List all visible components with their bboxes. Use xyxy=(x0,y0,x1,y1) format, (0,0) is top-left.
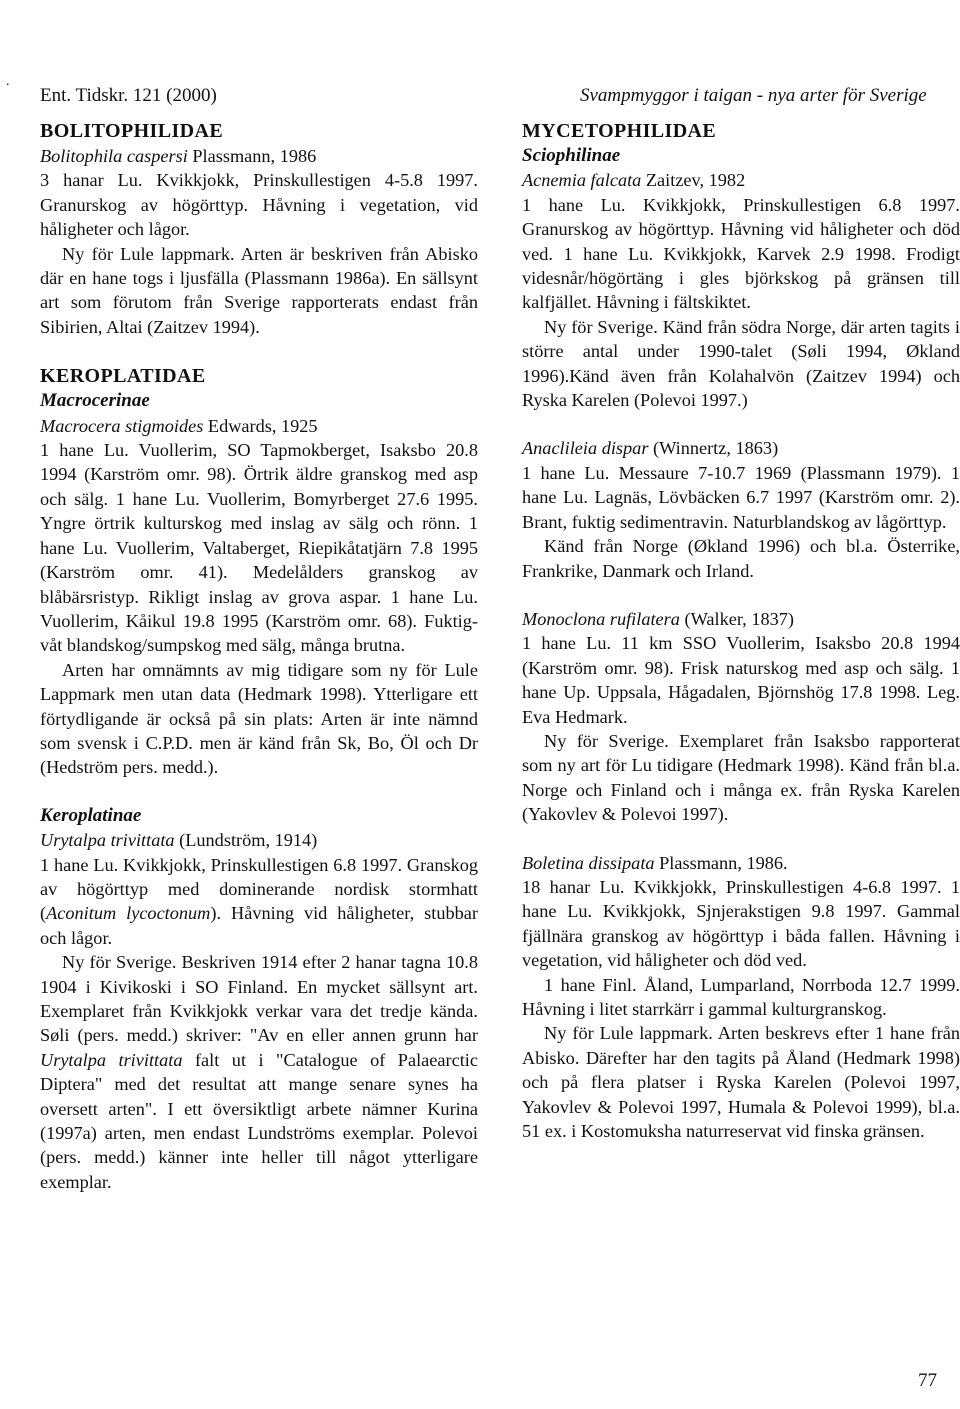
record-paragraph: 3 hanar Lu. Kvikkjokk, Prinskullestigen 4-5.8 1997. Granurskog av högörttyp. Håvning i vegetation, vid håligheter och lågor. xyxy=(40,170,478,240)
species-name-inline: Urytalpa trivittata xyxy=(40,1049,183,1070)
family-heading-keroplatidae: KEROPLATIDAE xyxy=(40,365,206,388)
species-name: Monoclona rufilatera xyxy=(522,608,680,629)
note-paragraph: Ny för Sverige. Känd från södra Norge, där arten tagits i större antal under 1990-talet (Søli 1994, Økland 1996).Känd även från Kolahalvön (Zaitzev 1994) och Ryska Karelen (Polevoi 1997.) xyxy=(522,316,960,411)
species-name: Anaclileia dispar xyxy=(522,438,649,459)
species-entry-bolitophila xyxy=(40,144,478,168)
subfamily-heading-keroplatinae: Keroplatinae xyxy=(40,804,142,826)
species-entry-monoclona xyxy=(522,607,960,631)
journal-header: Ent. Tidskr. 121 (2000) xyxy=(40,85,217,106)
record-paragraph: 18 hanar Lu. Kvikkjokk, Prinskullestigen 4-6.8 1997. 1 hane Lu. Kvikkjokk, Sjnjerakstigen 9.8 1997. Gammal fjällnära granskog av högörttyp i båda fallen. Håvning i vegetation, vid håligheter och död ved. xyxy=(522,876,960,971)
species-entry-anaclileia xyxy=(522,436,960,460)
record-paragraph: 1 hane Lu. Vuollerim, SO Tapmokberget, Isaksbo 20.8 1994 (Karström omr. 98). Örtrik äldre granskog med asp och sälg. 1 hane Lu. Vuollerim, Bomyrberget 27.6 1995. Yngre örtrik kulturskog med inslag av sälg och rönn. 1 hane Lu. Vuollerim, Valtaberget, Riepikåtatjärn 7.8 1995 (Karström omr. 41). Medelålders granskog av blåbärsristyp. Rikligt inslag av grova aspar. 1 hane Lu. Vuollerim, Kåikul 19.8 1995 (Karström omr. 68). Fuktig-våt blandskog/sumpskog med sälg, många brutna. xyxy=(40,440,478,656)
species-name: Urytalpa trivittata xyxy=(40,830,175,851)
running-title: Svampmyggor i taigan - nya arter för Sverige xyxy=(580,85,927,106)
note-paragraph: Ny för Sverige. Exemplaret från Isaksbo rapporterat som ny art för Lu tidigare (Hedmark 1998). Känd från bl.a. Norge och Finland och i många ex. från Ryska Karelen (Yakovlev & Polevoi 1997). xyxy=(522,730,960,825)
record-paragraph: 1 hane Lu. 11 km SSO Vuollerim, Isaksbo 20.8 1994 (Karström omr. 98). Frisk naturskog med asp och sälg. 1 hane Up. Uppsala, Hågadalen, Björnshög 17.8 1998. Leg. Eva Hedmark. xyxy=(522,633,960,727)
species-name: Bolitophila caspersi xyxy=(40,146,188,166)
note-paragraph: Ny för Lule lappmark. Arten är beskriven från Abisko där en hane togs i ljusfälla (Plassmann 1986a). En sällsynt art som förutom från Sverige rapporterats endast från Sibirien, Altai (Zaitzev 1994). xyxy=(40,243,478,337)
record-paragraph: 1 hane Lu. Kvikkjokk, Prinskullestigen 6.8 1997. Granurskog av högörttyp. Håvning vid håligheter och död ved. 1 hane Lu. Kvikkjokk, Karvek 2.9 1998. Frodigt videsnår/högörtäng i gles björkskog på gränsen till kalfjället. Håvning i fältskiktet. xyxy=(522,194,960,313)
record-paragraph: 1 hane Lu. Messaure 7-10.7 1969 (Plassmann 1979). 1 hane Lu. Lagnäs, Lövbäcken 6.7 1997 (Karström omr. 2). Brant, fuktig sedimentravin. Naturblandskog av lågörttyp. xyxy=(522,462,960,532)
family-heading-mycetophilidae: MYCETOPHILIDAE xyxy=(522,120,717,142)
species-entry-urytalpa xyxy=(40,828,478,852)
species-author: (Lundström, 1914) xyxy=(174,830,318,851)
subfamily-heading-macrocerinae: Macrocerinae xyxy=(40,390,150,412)
species-entry-macrocera xyxy=(40,414,478,438)
species-author: Plassmann, 1986 xyxy=(187,146,317,166)
species-entry-boletina xyxy=(522,851,960,875)
species-name: Boletina dissipata xyxy=(522,852,655,873)
species-author: Edwards, 1925 xyxy=(203,415,318,436)
note-paragraph: Känd från Norge (Økland 1996) och bl.a. Österrike, Frankrike, Danmark och Irland. xyxy=(522,536,960,581)
note-paragraph: Ny för Lule lappmark. Arten beskrevs efter 1 hane från Abisko. Därefter har den tagits på Åland (Hedmark 1998) och på flera platser i Ryska Karelen (Polevoi 1997, Yakovlev & Polevoi 1997, Humala & Polevoi 1999), bl.a. 51 ex. i Kostomuksha naturreservat vid finska gränsen. xyxy=(522,1023,960,1142)
right-column xyxy=(522,118,960,1143)
note-paragraph: Arten har omnämnts av mig tidigare som ny för Lule Lappmark men utan data (Hedmark 1998). Ytterligare ett förtydligande är också på sin plats: Arten är inte nämnd som svensk i C.P.D. men är känd från Sk, Bo, Öl och Dr (Hedström pers. medd.). xyxy=(40,659,478,778)
stray-mark: . xyxy=(6,74,10,89)
species-entry-acnemia xyxy=(522,168,960,192)
species-name: Acnemia falcata xyxy=(522,170,642,191)
species-name: Macrocera stigmoides xyxy=(40,415,204,436)
species-author: Zaitzev, 1982 xyxy=(641,170,746,191)
record-paragraph: 1 hane Lu. Kvikkjokk, Prinskullestigen 6.8 1997. Granskog av högörttyp med dominerande nordisk stormhatt (Aconitum lycoctonum). Håvning vid håligheter, stubbar och lågor. xyxy=(40,854,478,948)
subfamily-heading-sciophilinae: Sciophilinae xyxy=(522,145,621,166)
note-paragraph: Ny för Sverige. Beskriven 1914 efter 2 hanar tagna 10.8 1904 i Kivikoski i SO Finland. En mycket sällsynt art. Exemplaret från Kvikkjokk verkar vara det tredje kända. Søli (pers. medd.) skriver: "Av en eller annen grunn har Urytalpa trivittata falt ut i "Catalogue of Palaearctic Diptera" med det resultat att mange senare synes ha oversett arten". I ett översiktligt arbete nämner Kurina (1997a) arten, men endast Lundströms exemplar. Polevoi (pers. medd.) känner inte heller till något ytterligare exemplar. xyxy=(40,952,478,1192)
species-author: (Walker, 1837) xyxy=(679,608,794,629)
family-heading-bolitophilidae: BOLITOPHILIDAE xyxy=(40,120,224,142)
page-number: 77 xyxy=(918,1370,937,1391)
left-column xyxy=(40,118,478,1194)
species-author: (Winnertz, 1863) xyxy=(648,438,779,459)
record-paragraph-aland: 1 hane Finl. Åland, Lumparland, Norrboda 12.7 1999. Håvning i litet starrkärr i gammal kulturgranskog. xyxy=(522,974,960,1019)
plant-name: Aconitum lycoctonum xyxy=(46,903,211,924)
species-author: Plassmann, 1986. xyxy=(654,852,788,873)
